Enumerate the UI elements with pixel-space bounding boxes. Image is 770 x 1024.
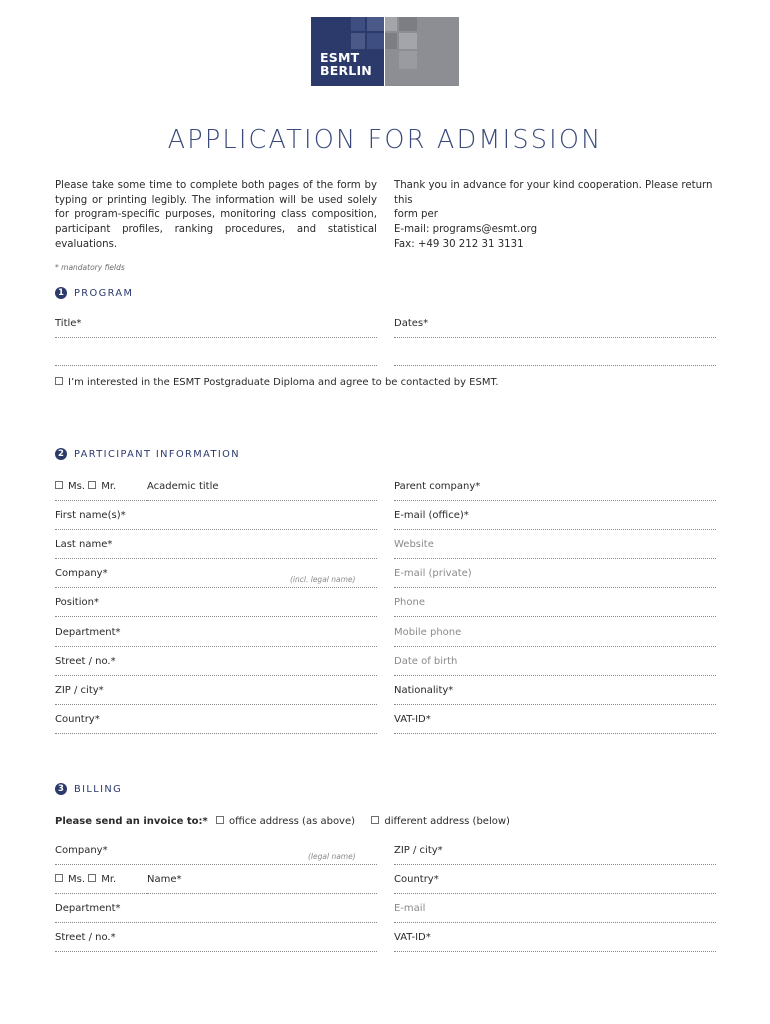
ms-label: Ms. bbox=[68, 481, 86, 492]
mobile-phone-field[interactable] bbox=[394, 627, 716, 647]
field-label: ZIP / city* bbox=[55, 685, 104, 696]
diploma-checkbox[interactable] bbox=[55, 377, 63, 385]
intro-text: Please take some time to complete both pages of the form by typing or printing legibly. The information will be used solely for program-specific purposes, monitoring class composition, participant profiles, ranking procedures, and statistical evaluations. bbox=[55, 180, 377, 250]
field-label: Parent company* bbox=[394, 481, 481, 492]
field-label: Department* bbox=[55, 627, 121, 638]
department-field[interactable] bbox=[55, 627, 377, 647]
billing-street-field[interactable] bbox=[55, 932, 377, 952]
salutation-options bbox=[55, 874, 116, 885]
field-label: Country* bbox=[394, 874, 439, 885]
mr-checkbox[interactable] bbox=[88, 481, 96, 489]
return-email: E-mail: programs@esmt.org bbox=[394, 224, 538, 236]
diploma-interest-row bbox=[55, 377, 499, 388]
position-field[interactable] bbox=[55, 597, 377, 617]
field-label: Position* bbox=[55, 597, 99, 608]
field-label: Dates* bbox=[394, 318, 429, 329]
first-name-field[interactable] bbox=[55, 510, 377, 530]
logo-navy-block bbox=[311, 17, 384, 86]
billing-salutation-row bbox=[55, 874, 377, 894]
section-number-1: 1 bbox=[55, 287, 67, 299]
logo-line-1: ESMT bbox=[320, 50, 360, 65]
section-heading-billing bbox=[55, 783, 122, 795]
billing-ms-checkbox[interactable] bbox=[55, 874, 63, 882]
field-label: ZIP / city* bbox=[394, 845, 443, 856]
last-name-field[interactable] bbox=[55, 539, 377, 559]
field-label: Department* bbox=[55, 903, 121, 914]
zip-city-field[interactable] bbox=[55, 685, 377, 705]
billing-company-hint: (legal name) bbox=[305, 852, 359, 861]
field-label: VAT-ID* bbox=[394, 714, 431, 725]
email-office-field[interactable] bbox=[394, 510, 716, 530]
billing-department-field[interactable] bbox=[55, 903, 377, 923]
diploma-label: I’m interested in the ESMT Postgraduate Diploma and agree to be contacted by ESMT. bbox=[68, 377, 499, 388]
field-label: Website bbox=[394, 539, 434, 550]
phone-field[interactable] bbox=[394, 597, 716, 617]
mr-label: Mr. bbox=[101, 874, 117, 885]
field-label: Title* bbox=[55, 318, 82, 329]
billing-vat-id-field[interactable] bbox=[394, 932, 716, 952]
program-dates-field[interactable] bbox=[394, 318, 716, 338]
date-of-birth-field[interactable] bbox=[394, 656, 716, 676]
field-label: Street / no.* bbox=[55, 932, 116, 943]
logo-line-2: BERLIN bbox=[320, 63, 372, 78]
field-label: VAT-ID* bbox=[394, 932, 431, 943]
program-title-field-line-2[interactable] bbox=[55, 346, 377, 366]
field-label: E-mail (private) bbox=[394, 568, 472, 579]
program-dates-field-line-2[interactable] bbox=[394, 346, 716, 366]
logo-text bbox=[320, 51, 372, 77]
field-label: Phone bbox=[394, 597, 425, 608]
field-label: Company* bbox=[55, 568, 108, 579]
office-address-checkbox[interactable] bbox=[216, 816, 224, 824]
mr-label: Mr. bbox=[101, 481, 117, 492]
field-label: First name(s)* bbox=[55, 510, 126, 521]
esmt-logo bbox=[311, 17, 459, 86]
invoice-address-row bbox=[55, 816, 510, 827]
invoice-prompt: Please send an invoice to:* bbox=[55, 816, 208, 827]
return-line-1: Thank you in advance for your kind cooperation. Please return this bbox=[394, 180, 713, 206]
logo-gray-block bbox=[385, 17, 459, 86]
return-line-2: form per bbox=[394, 209, 438, 221]
field-label: Country* bbox=[55, 714, 100, 725]
ms-checkbox[interactable] bbox=[55, 481, 63, 489]
section-title: PROGRAM bbox=[74, 287, 134, 299]
different-address-label: different address (below) bbox=[384, 816, 510, 827]
program-title-field[interactable] bbox=[55, 318, 377, 338]
billing-company-field[interactable] bbox=[55, 845, 377, 865]
billing-name-field[interactable] bbox=[147, 874, 377, 894]
field-label: Last name* bbox=[55, 539, 113, 550]
field-label: E-mail bbox=[394, 903, 426, 914]
salutation-row bbox=[55, 481, 377, 501]
return-fax: Fax: +49 30 212 31 3131 bbox=[394, 238, 524, 250]
section-title: PARTICIPANT INFORMATION bbox=[74, 448, 240, 460]
company-hint: (incl. legal name) bbox=[287, 575, 358, 584]
page-title: APPLICATION FOR ADMISSION bbox=[167, 125, 603, 155]
section-number-3: 3 bbox=[55, 783, 67, 795]
nationality-field[interactable] bbox=[394, 685, 716, 705]
billing-email-field[interactable] bbox=[394, 903, 716, 923]
field-label: Academic title bbox=[147, 481, 219, 492]
section-heading-program bbox=[55, 287, 133, 299]
field-label: Mobile phone bbox=[394, 627, 462, 638]
field-label: Name* bbox=[147, 874, 182, 885]
field-label: Nationality* bbox=[394, 685, 454, 696]
billing-country-field[interactable] bbox=[394, 874, 716, 894]
ms-label: Ms. bbox=[68, 874, 86, 885]
section-title: BILLING bbox=[74, 783, 123, 795]
vat-id-field[interactable] bbox=[394, 714, 716, 734]
section-heading-participant bbox=[55, 448, 240, 460]
country-field[interactable] bbox=[55, 714, 377, 734]
return-instructions bbox=[394, 179, 724, 253]
billing-mr-checkbox[interactable] bbox=[88, 874, 96, 882]
field-label: E-mail (office)* bbox=[394, 510, 469, 521]
different-address-checkbox[interactable] bbox=[371, 816, 379, 824]
section-number-2: 2 bbox=[55, 448, 67, 460]
office-address-label: office address (as above) bbox=[228, 816, 356, 827]
email-private-field[interactable] bbox=[394, 568, 716, 588]
website-field[interactable] bbox=[394, 539, 716, 559]
academic-title-field[interactable] bbox=[147, 481, 377, 501]
street-field[interactable] bbox=[55, 656, 377, 676]
field-label: Company* bbox=[55, 845, 108, 856]
field-label: Date of birth bbox=[394, 656, 458, 667]
parent-company-field[interactable] bbox=[394, 481, 716, 501]
company-field[interactable] bbox=[55, 568, 377, 588]
field-label: Street / no.* bbox=[55, 656, 116, 667]
mandatory-note: * mandatory fields bbox=[55, 263, 125, 272]
salutation-options bbox=[55, 481, 116, 492]
billing-zip-city-field[interactable] bbox=[394, 845, 716, 865]
